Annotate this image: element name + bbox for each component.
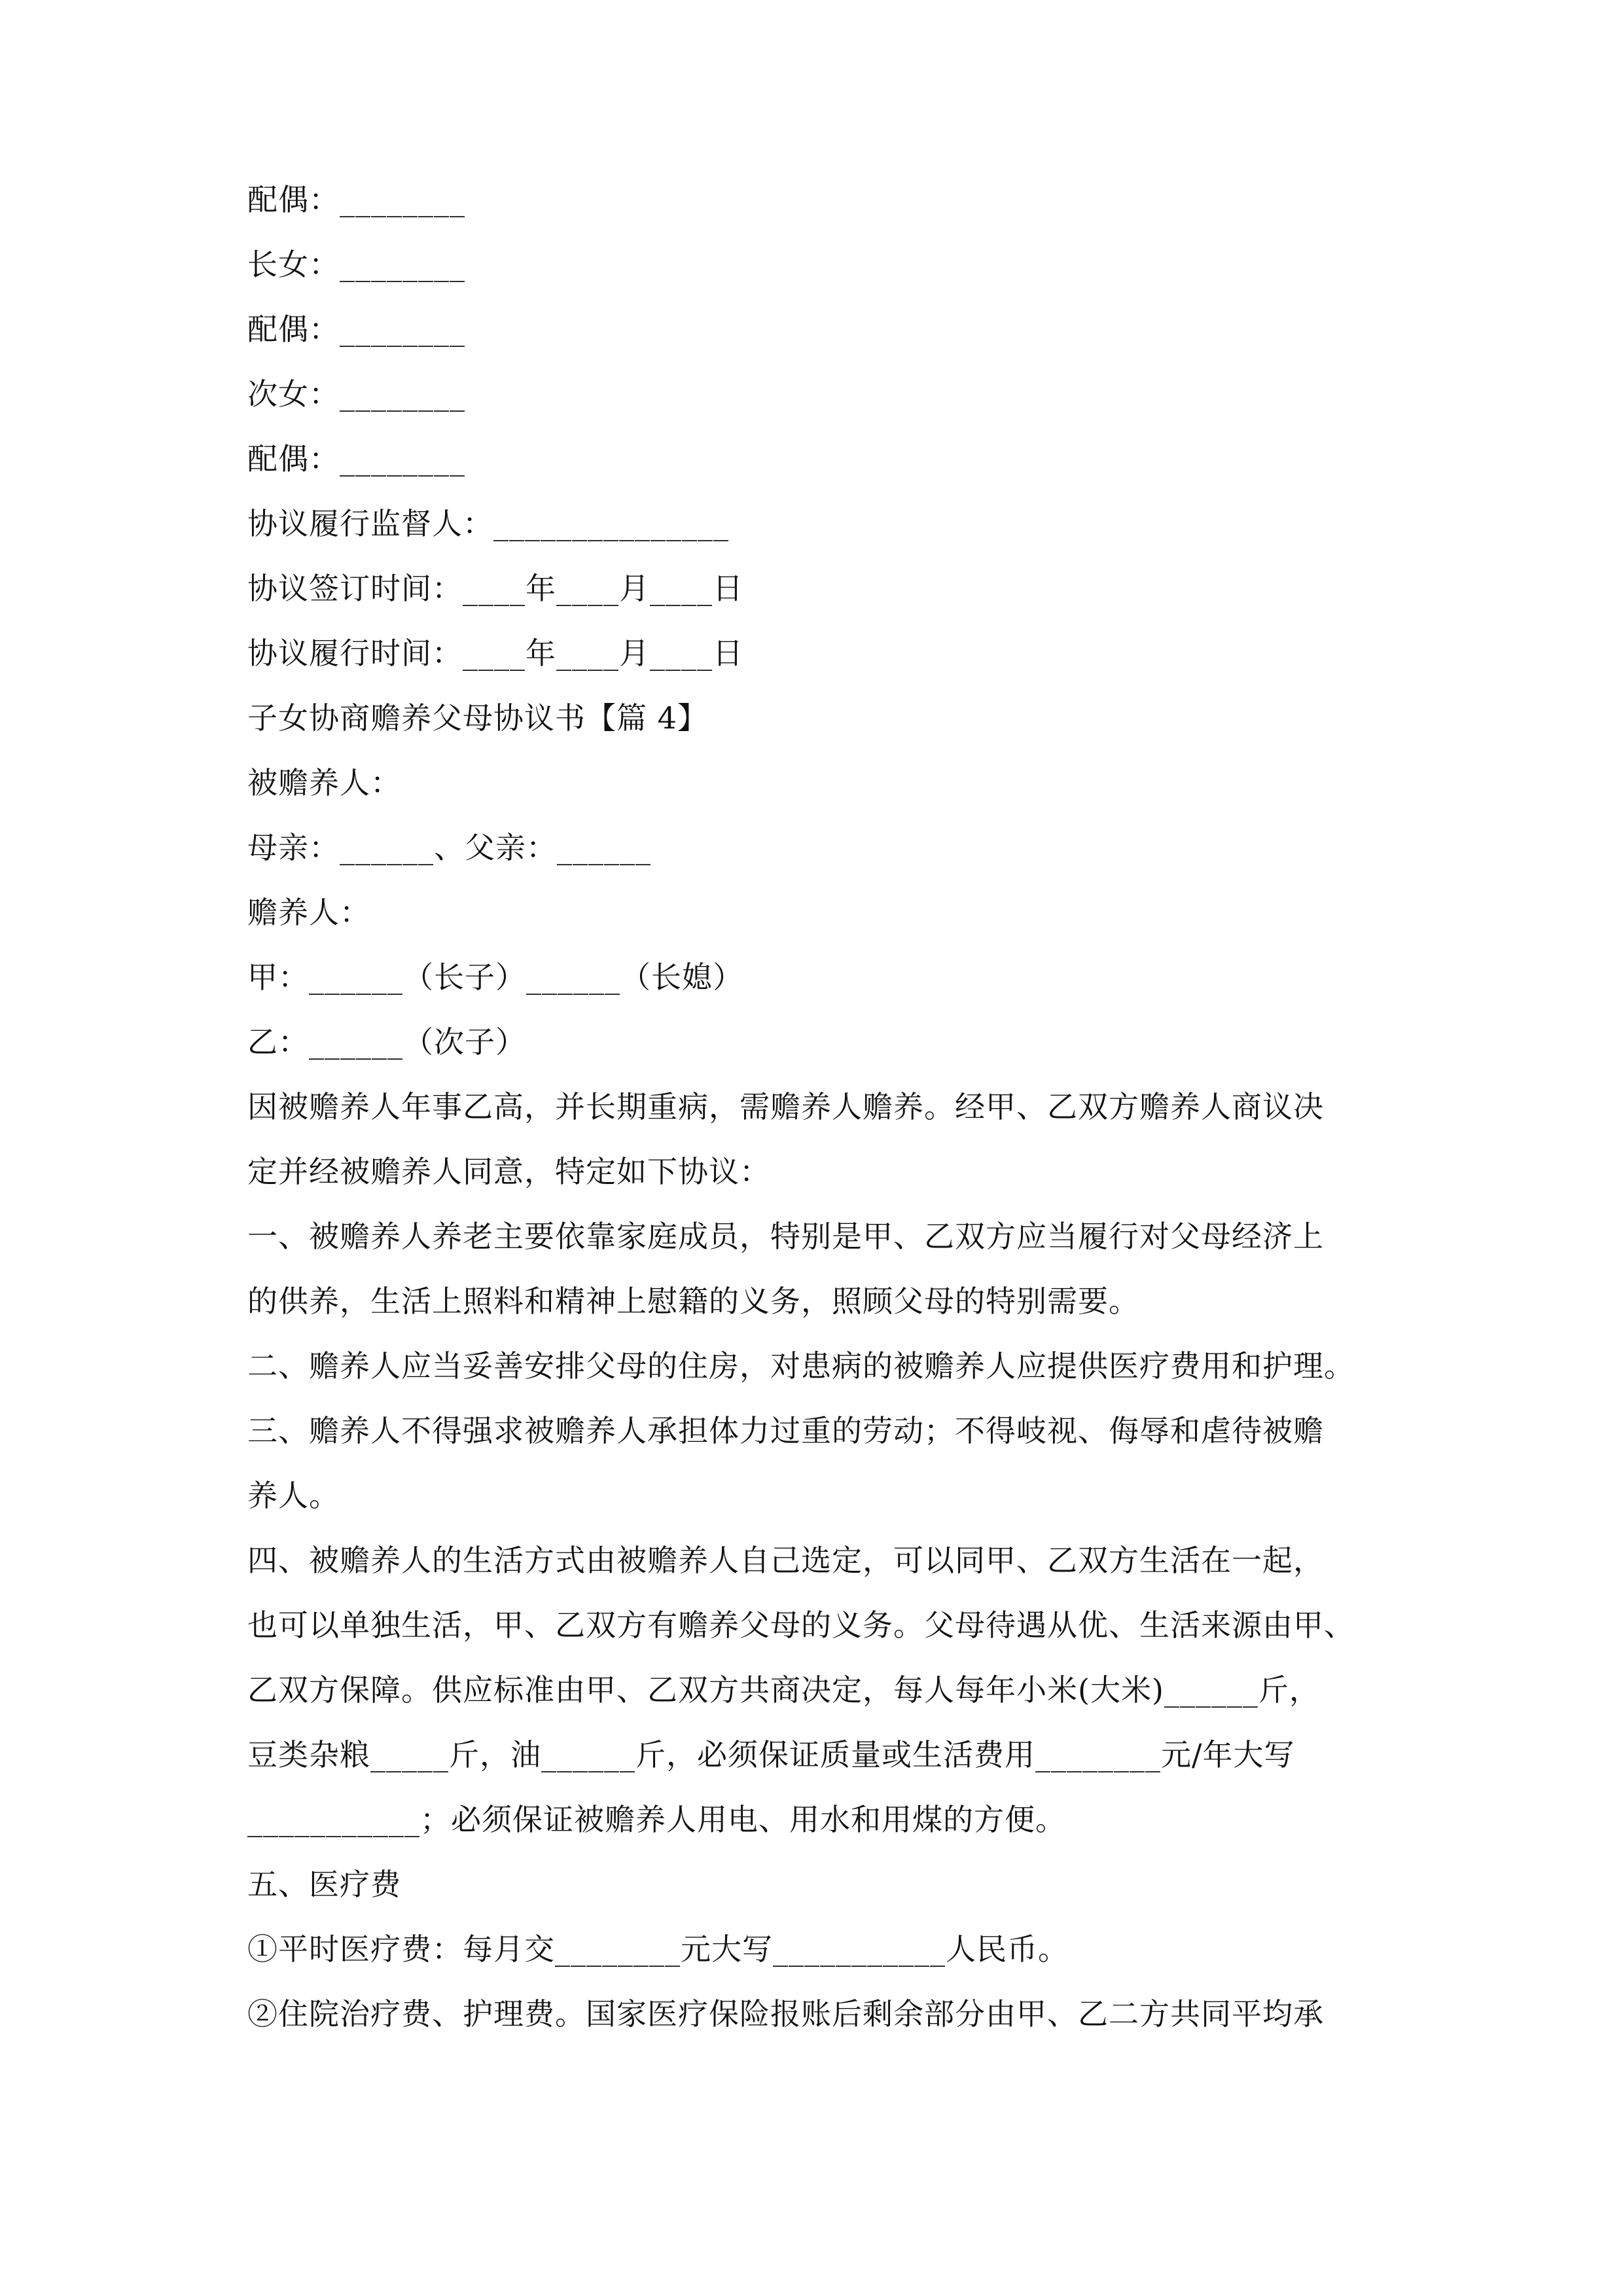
section-title: 子女协商赡养父母协议书【篇 4】 bbox=[247, 700, 708, 736]
clause-1-line-2: 的供养，生活上照料和精神上慰籍的义务，照顾父母的特别需要。 bbox=[247, 1283, 1139, 1319]
supported-persons-label: 被赡养人： bbox=[247, 765, 401, 800]
clause-2-line: 二、赡养人应当妥善安排父母的住房，对患病的被赡养人应提供医疗费用和护理。 bbox=[247, 1348, 1355, 1384]
clause-4-line-2: 也可以单独生活，甲、乙双方有赡养父母的义务。父母待遇从优、生活来源由甲、 bbox=[247, 1607, 1355, 1643]
preamble-line-2: 定并经被赡养人同意，特定如下协议： bbox=[247, 1154, 770, 1189]
performance-date-line: 协议履行时间：____年____月____日 bbox=[247, 636, 743, 671]
clause-5-heading: 五、医疗费 bbox=[247, 1867, 401, 1902]
document-body bbox=[247, 168, 1386, 2047]
preamble-line-1: 因被赡养人年事乙高，并长期重病，需赡养人赡养。经甲、乙双方赡养人商议决 bbox=[247, 1089, 1324, 1124]
parents-line: 母亲：______、父亲：______ bbox=[247, 830, 651, 865]
clause-5-item-2: ②住院治疗费、护理费。国家医疗保险报账后剩余部分由甲、乙二方共同平均承 bbox=[247, 1996, 1324, 2032]
spouse-line-3: 配偶：________ bbox=[247, 441, 465, 476]
party-a-line: 甲：______（长子）______（长媳） bbox=[247, 960, 743, 995]
supervisor-line: 协议履行监督人：_______________ bbox=[247, 506, 729, 541]
clause-4-line-1: 四、被赡养人的生活方式由被赡养人自己选定，可以同甲、乙双方生活在一起， bbox=[247, 1543, 1324, 1578]
party-b-line: 乙：______（次子） bbox=[247, 1024, 526, 1060]
second-daughter-line: 次女：________ bbox=[247, 376, 465, 412]
spouse-line-2: 配偶：________ bbox=[247, 312, 465, 347]
clause-4-line-5: ___________；必须保证被赡养人用电、用水和用煤的方便。 bbox=[247, 1802, 1066, 1837]
eldest-daughter-line: 长女：________ bbox=[247, 247, 465, 282]
signing-date-line: 协议签订时间：____年____月____日 bbox=[247, 571, 743, 606]
clause-4-line-3: 乙双方保障。供应标准由甲、乙双方共商决定，每人每年小米(大米)______斤， bbox=[247, 1672, 1320, 1708]
clause-1-line-1: 一、被赡养人养老主要依靠家庭成员，特别是甲、乙双方应当履行对父母经济上 bbox=[247, 1219, 1324, 1254]
clause-5-item-1: ①平时医疗费：每月交________元大写___________人民币。 bbox=[247, 1931, 1069, 1967]
clause-3-line-2: 养人。 bbox=[247, 1478, 340, 1513]
clause-3-line-1: 三、赡养人不得强求被赡养人承担体力过重的劳动；不得岐视、侮辱和虐待被赡 bbox=[247, 1413, 1324, 1448]
spouse-line-1: 配偶：________ bbox=[247, 182, 465, 217]
clause-4-line-4: 豆类杂粮_____斤，油______斤，必须保证质量或生活费用________元/年大写 bbox=[247, 1737, 1295, 1772]
supporters-label: 赡养人： bbox=[247, 895, 370, 930]
